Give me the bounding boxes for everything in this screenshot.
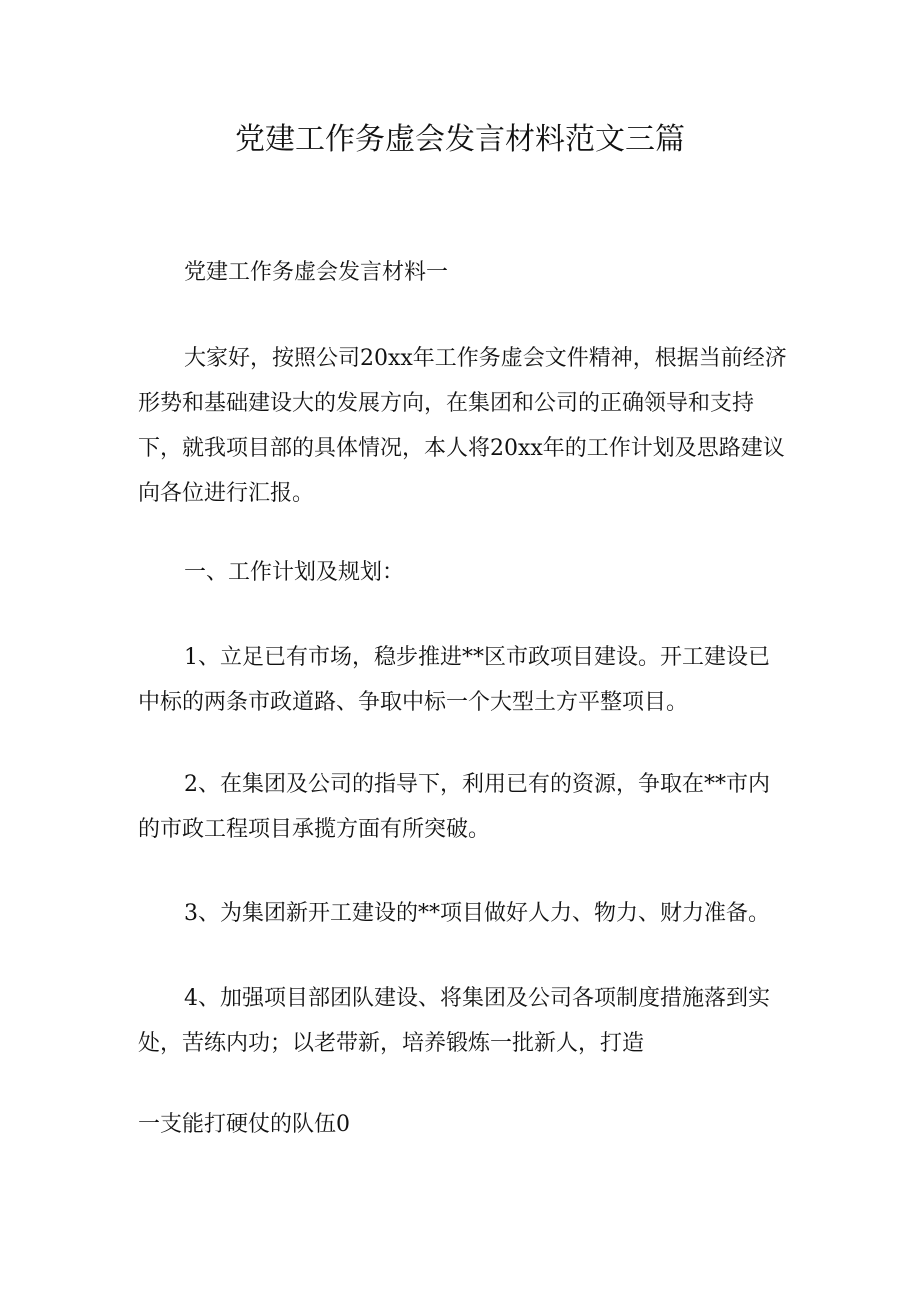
document-title: 党建工作务虚会发言材料范文三篇: [235, 122, 685, 157]
section-heading: 党建工作务虚会发言材料一: [184, 260, 449, 285]
paragraph-item-4: 4、加强项目部团队建设、将集团及公司各项制度措施落到实处，苦练内功；以老带新，培养锻炼一批新人，打造: [138, 986, 770, 1056]
paragraph-item-4-continued: 一支能打硬仗的队伍0: [138, 1112, 350, 1137]
paragraph-item-3: 3、为集团新开工建设的**项目做好人力、物力、财力准备。: [184, 901, 770, 926]
paragraph-intro: 大家好，按照公司20xx年工作务虚会文件精神，根据当前经济形势和基础建设大的发展方向，在集团和公司的正确领导和支持下，就我项目部的具体情况，本人将20xx年的工作计划及思路建议向各位进行汇报。: [138, 346, 787, 506]
paragraph-item-2: 2、在集团及公司的指导下，利用已有的资源，争取在**市内的市政工程项目承揽方面有所突破。: [138, 772, 770, 842]
paragraph-item-1: 1、立足已有市场，稳步推进**区市政项目建设。开工建设已中标的两条市政道路、争取中标一个大型土方平整项目。: [138, 645, 770, 715]
paragraph-plan-heading: 一、工作计划及规划：: [184, 560, 405, 585]
